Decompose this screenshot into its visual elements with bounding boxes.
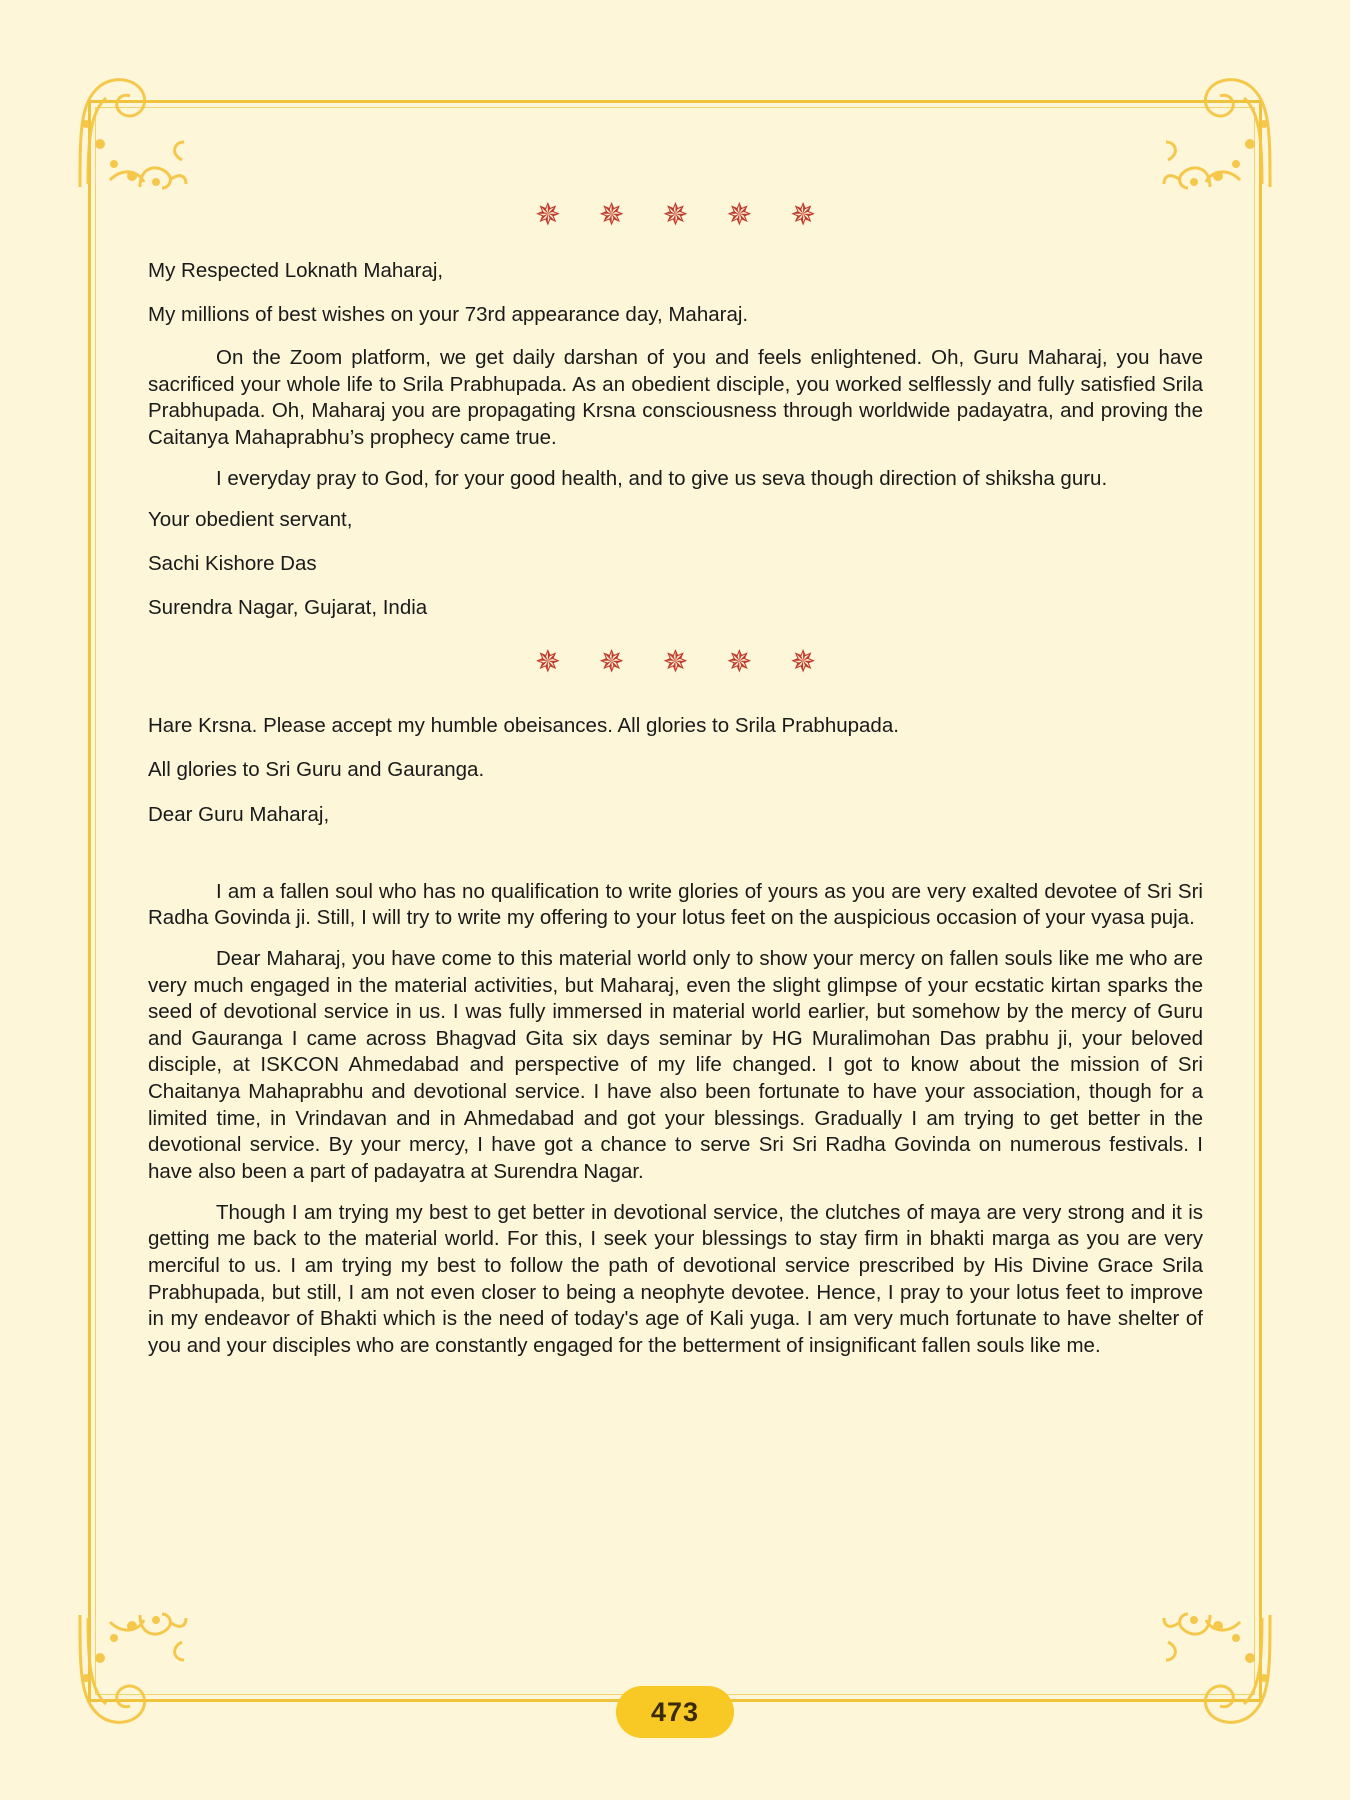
letter1-location: Surendra Nagar, Gujarat, India: [148, 596, 428, 620]
letter1-wishes: My millions of best wishes on your 73rd appearance day, Maharaj.: [148, 303, 749, 327]
corner-ornament-top-right: [1160, 72, 1280, 192]
letter2-glories: All glories to Sri Guru and Gauranga.: [148, 758, 485, 782]
corner-ornament-bottom-left: [70, 1610, 190, 1730]
letter1-paragraph-2: I everyday pray to God, for your good health, and to give us seva though direction of shiksha guru.: [216, 466, 1108, 490]
star-divider-top: ✵ ✵ ✵ ✵ ✵: [534, 197, 831, 233]
paragraph-spacer: [148, 845, 1203, 879]
page-number: 473: [616, 1686, 734, 1738]
letter1-signature: Sachi Kishore Das: [148, 552, 317, 576]
letter1-closing: Your obedient servant,: [148, 508, 353, 532]
corner-ornament-top-left: [70, 72, 190, 192]
page-content: [148, 190, 1203, 1373]
letter2-paragraph-1: I am a fallen soul who has no qualification to write glories of yours as you are very exalted devotee of Sri Sri Radha Govinda ji. Still, I will try to write my offering to your lotus feet on the auspicious occasion of your vyasa puja.: [148, 879, 1203, 930]
letter2-salutation: Dear Guru Maharaj,: [148, 802, 330, 826]
letter2-paragraph-2: Dear Maharaj, you have come to this material world only to show your mercy on fallen souls like me who are very much engaged in the material activities, but Maharaj, even the slight glimpse of your ecstatic kirtan sparks the seed of devotional service in us. I was fully immersed in material world earlier, but somehow by the mercy of Guru and Gauranga I came across Bhagvad Gita six days seminar by HG Muralimohan Das prabhu ji, your beloved disciple, at ISKCON Ahmedabad and perspective of my life changed. I got to know about the mission of Sri Chaitanya Mahaprabhu and devotional service. I have also been fortunate to have your association, though for a limited time, in Vrindavan and in Ahmedabad and got your blessings. Gradually I am trying to get better in the devotional service. By your mercy, I have got a chance to serve Sri Sri Radha Govinda on numerous festivals. I have also been a part of padayatra at Surendra Nagar.: [148, 946, 1203, 1183]
letter2-obeisances: Hare Krsna. Please accept my humble obeisances. All glories to Srila Prabhupada.: [148, 714, 899, 738]
letter1-paragraph-1: On the Zoom platform, we get daily darshan of you and feels enlightened. Oh, Guru Maharaj, you have sacrificed your whole life to Srila Prabhupada. As an obedient disciple, you worked selflessly and fully satisfied Srila Prabhupada. Oh, Maharaj you are propagating Krsna consciousness through worldwide padayatra, and proving the Caitanya Mahaprabhu’s prophecy came true.: [148, 346, 1203, 450]
letter2-paragraph-3: Though I am trying my best to get better in devotional service, the clutches of maya are very strong and it is getting me back to the material world. For this, I seek your blessings to stay firm in bhakti marga as you are very merciful to us. I am trying my best to follow the path of devotional service prescribed by His Divine Grace Srila Prabhupada, but still, I am not even closer to being a neophyte devotee. Hence, I pray to your lotus feet to improve in my endeavor of Bhakti which is the need of today's age of Kali yuga. I am very much fortunate to have shelter of you and your disciples who are constantly engaged for the betterment of insignificant fallen souls like me.: [148, 1200, 1203, 1357]
corner-ornament-bottom-right: [1160, 1610, 1280, 1730]
star-divider-middle: ✵ ✵ ✵ ✵ ✵: [534, 644, 831, 681]
letter1-salutation: My Respected Loknath Maharaj,: [148, 259, 444, 282]
